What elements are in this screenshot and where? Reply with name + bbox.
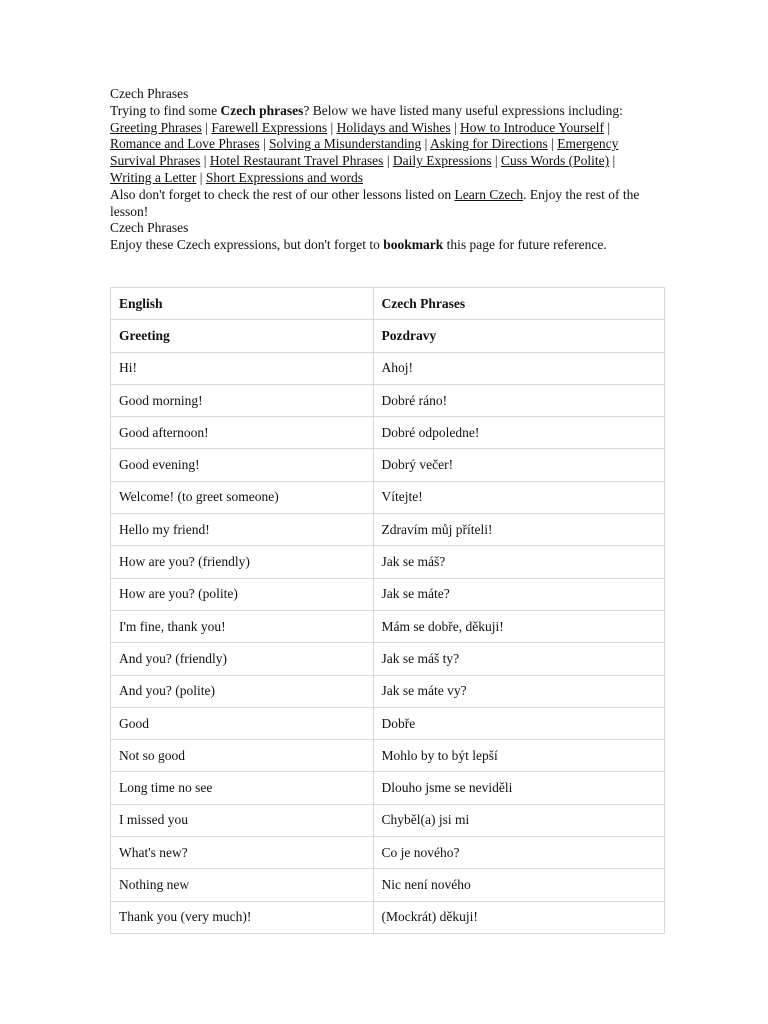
czech-cell: Dobré ráno! xyxy=(373,384,664,416)
czech-cell: Jak se máš? xyxy=(373,546,664,578)
english-cell: Not so good xyxy=(111,740,374,772)
english-cell: How are you? (friendly) xyxy=(111,546,374,578)
link-separator: | xyxy=(201,119,212,135)
czech-cell: Jak se máš ty? xyxy=(373,643,664,675)
table-row xyxy=(111,610,665,642)
table-row xyxy=(111,740,665,772)
table-header-row xyxy=(111,288,665,320)
link-separator: | xyxy=(383,153,393,169)
english-cell: Hi! xyxy=(111,352,374,384)
link-separator: | xyxy=(327,119,337,135)
link-separator: | xyxy=(421,136,431,152)
topic-link-list xyxy=(110,120,618,185)
link-separator: | xyxy=(604,119,611,135)
enjoy-bold: bookmark xyxy=(383,237,444,253)
table-row xyxy=(111,481,665,513)
table-row xyxy=(111,772,665,804)
table-row xyxy=(111,449,665,481)
topic-link[interactable]: Short Expressions and words xyxy=(205,169,363,185)
intro-text-2: ? Below we have listed many useful expressions including: xyxy=(303,102,623,118)
english-cell: Nothing new xyxy=(111,869,374,901)
learn-czech-link[interactable]: Learn Czech xyxy=(454,186,524,202)
czech-cell: Dobrý večer! xyxy=(373,449,664,481)
also-text-2: . Enjoy the rest of the lesson! xyxy=(110,186,640,219)
header-english: English xyxy=(111,288,374,320)
link-separator: | xyxy=(200,153,210,169)
topic-link[interactable]: Hotel Restaurant Travel Phrases xyxy=(209,153,384,169)
english-cell: Welcome! (to greet someone) xyxy=(111,481,374,513)
enjoy-text-1: Enjoy these Czech expressions, but don't forget to xyxy=(110,237,384,253)
table-row xyxy=(111,675,665,707)
english-cell: And you? (polite) xyxy=(111,675,374,707)
czech-cell: Nic není nového xyxy=(373,869,664,901)
topic-link[interactable]: Romance and Love Phrases xyxy=(110,136,260,152)
table-body xyxy=(111,320,665,934)
topic-link[interactable]: How to Introduce Yourself xyxy=(460,119,605,135)
czech-cell: Jak se máte vy? xyxy=(373,675,664,707)
czech-cell: Jak se máte? xyxy=(373,578,664,610)
table-row xyxy=(111,514,665,546)
intro-section xyxy=(110,86,655,254)
czech-cell: Dlouho jsme se neviděli xyxy=(373,772,664,804)
english-cell: I'm fine, thank you! xyxy=(111,610,374,642)
english-cell: Good evening! xyxy=(111,449,374,481)
topic-link[interactable]: Writing a Letter xyxy=(110,169,197,185)
also-text-1: Also don't forget to check the rest of our other lessons listed on xyxy=(110,186,455,202)
enjoy-text-2: this page for future reference. xyxy=(443,237,607,253)
czech-cell: Mohlo by to být lepší xyxy=(373,740,664,772)
english-cell: How are you? (polite) xyxy=(111,578,374,610)
page-title: Czech Phrases xyxy=(110,86,189,101)
czech-cell: Ahoj! xyxy=(373,352,664,384)
topic-link[interactable]: Greeting Phrases xyxy=(110,119,202,135)
czech-cell: Chyběl(a) jsi mi xyxy=(373,804,664,836)
czech-cell: Dobré odpoledne! xyxy=(373,417,664,449)
topic-link[interactable]: Solving a Misunderstanding xyxy=(269,136,422,152)
czech-cell: (Mockrát) děkuji! xyxy=(373,901,664,933)
section-english: Greeting xyxy=(111,320,374,352)
topic-link[interactable]: Cuss Words (Polite) xyxy=(500,153,610,169)
table-row xyxy=(111,578,665,610)
table-row xyxy=(111,707,665,739)
enjoy-paragraph xyxy=(110,237,655,254)
english-cell: Hello my friend! xyxy=(111,514,374,546)
link-separator: | xyxy=(196,169,206,185)
link-separator: | xyxy=(609,153,616,169)
topic-link[interactable]: Daily Expressions xyxy=(392,153,492,169)
table-row xyxy=(111,643,665,675)
czech-cell: Zdravím můj příteli! xyxy=(373,514,664,546)
intro-text-1: Trying to find some xyxy=(110,102,221,118)
section-subtitle: Czech Phrases xyxy=(110,220,189,236)
czech-cell: Co je nového? xyxy=(373,837,664,869)
topic-link[interactable]: Emergency Survival Phrases xyxy=(110,136,619,169)
english-cell: What's new? xyxy=(111,837,374,869)
also-paragraph xyxy=(110,187,655,221)
table-row xyxy=(111,804,665,836)
english-cell: Long time no see xyxy=(111,772,374,804)
topic-link[interactable]: Farewell Expressions xyxy=(211,119,328,135)
topic-link[interactable]: Holidays and Wishes xyxy=(336,119,451,135)
czech-cell: Mám se dobře, děkuji! xyxy=(373,610,664,642)
english-cell: And you? (friendly) xyxy=(111,643,374,675)
table-row xyxy=(111,352,665,384)
intro-paragraph xyxy=(110,103,655,187)
table-row xyxy=(111,417,665,449)
link-separator: | xyxy=(450,119,461,135)
link-separator: | xyxy=(547,136,558,152)
section-row xyxy=(111,320,665,352)
czech-cell: Vítejte! xyxy=(373,481,664,513)
english-cell: I missed you xyxy=(111,804,374,836)
intro-bold: Czech phrases xyxy=(220,102,304,118)
english-cell: Good xyxy=(111,707,374,739)
table-row xyxy=(111,901,665,933)
link-separator: | xyxy=(491,153,501,169)
table-row xyxy=(111,384,665,416)
link-separator: | xyxy=(259,136,270,152)
english-cell: Thank you (very much)! xyxy=(111,901,374,933)
section-czech: Pozdravy xyxy=(373,320,664,352)
phrase-table xyxy=(110,287,665,934)
topic-link[interactable]: Asking for Directions xyxy=(430,136,548,152)
czech-cell: Dobře xyxy=(373,707,664,739)
table-row xyxy=(111,546,665,578)
english-cell: Good morning! xyxy=(111,384,374,416)
document-body xyxy=(110,86,655,254)
table-row xyxy=(111,837,665,869)
english-cell: Good afternoon! xyxy=(111,417,374,449)
table-row xyxy=(111,869,665,901)
header-czech: Czech Phrases xyxy=(373,288,664,320)
